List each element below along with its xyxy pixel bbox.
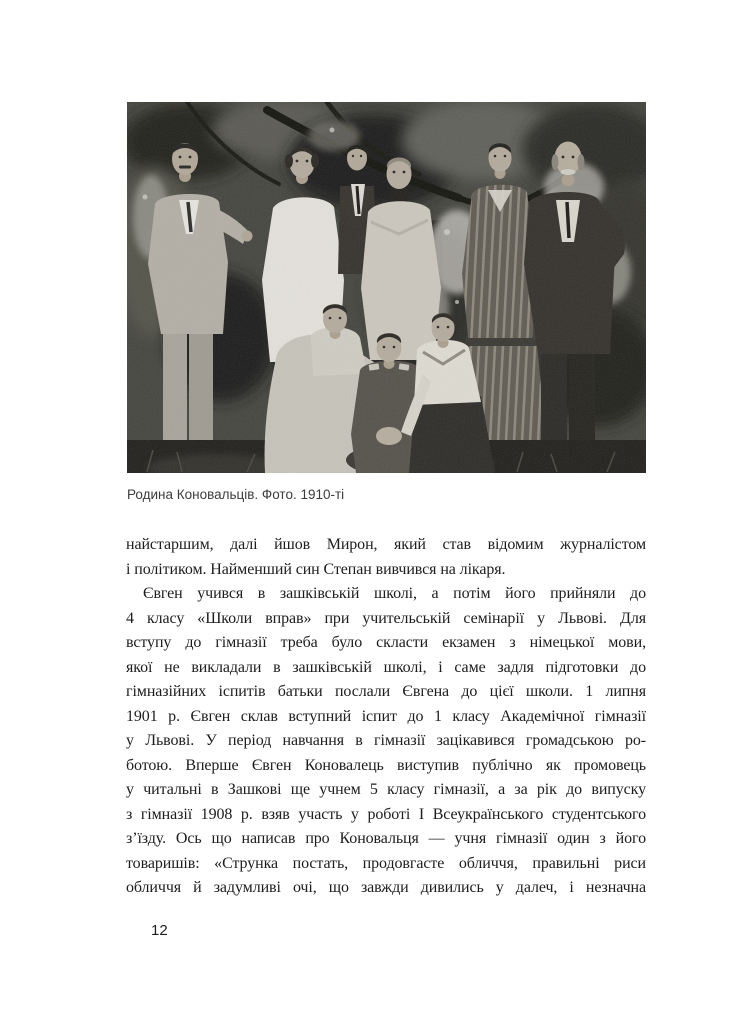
text-line: 1901 р. Євген склав вступний іспит до 1 класу Академічної гімназії — [126, 707, 646, 725]
text-line: з гімназії 1908 р. взяв участь у роботі І Всеукраїнського студентського — [126, 805, 646, 823]
text-line: і політиком. Найменший син Степан вивчився на лікаря. — [126, 560, 506, 578]
body-text — [126, 533, 646, 901]
family-photo — [127, 102, 646, 473]
text-line: обличчя й задумливі очі, що завжди дивились у далеч, і незначна — [126, 879, 646, 896]
text-line: ботою. Вперше Євген Коновалець виступив публічно як промовець — [126, 756, 646, 774]
family-photo-art — [127, 102, 646, 473]
photo-grain — [127, 102, 646, 473]
text-line: гімназійних іспитів батьки послали Євгена до цієї школи. 1 липня — [126, 683, 646, 700]
photo-caption: Родина Коновальців. Фото. 1910-ті — [127, 487, 345, 502]
text-line: з’їзду. Ось що написав про Коновальця — учня гімназії один з його — [126, 830, 646, 847]
text-line: товаришів: «Струнка постать, продовгасте обличчя, правильні риси — [126, 854, 646, 872]
page-number: 12 — [151, 922, 168, 939]
text-line: Євген учився в зашківській школі, а потім його прийняли до — [143, 585, 646, 602]
text-line: у читальні в Зашкові ще учнем 5 класу гімназії, а за рік до випуску — [126, 781, 646, 798]
text-line: якої не викладали в зашківській школі, і саме задля підготовки до — [126, 658, 646, 676]
text-line: найстаршим, далі йшов Мирон, який став відомим журналістом — [126, 536, 646, 553]
text-line: у Львові. У період навчання в гімназії зацікавився громадською ро- — [126, 732, 646, 749]
text-line: 4 класу «Школи вправ» при учительській семінарії у Львові. Для — [126, 609, 646, 627]
text-line: вступу до гімназії треба було скласти екзамен з німецької мови, — [126, 634, 646, 651]
